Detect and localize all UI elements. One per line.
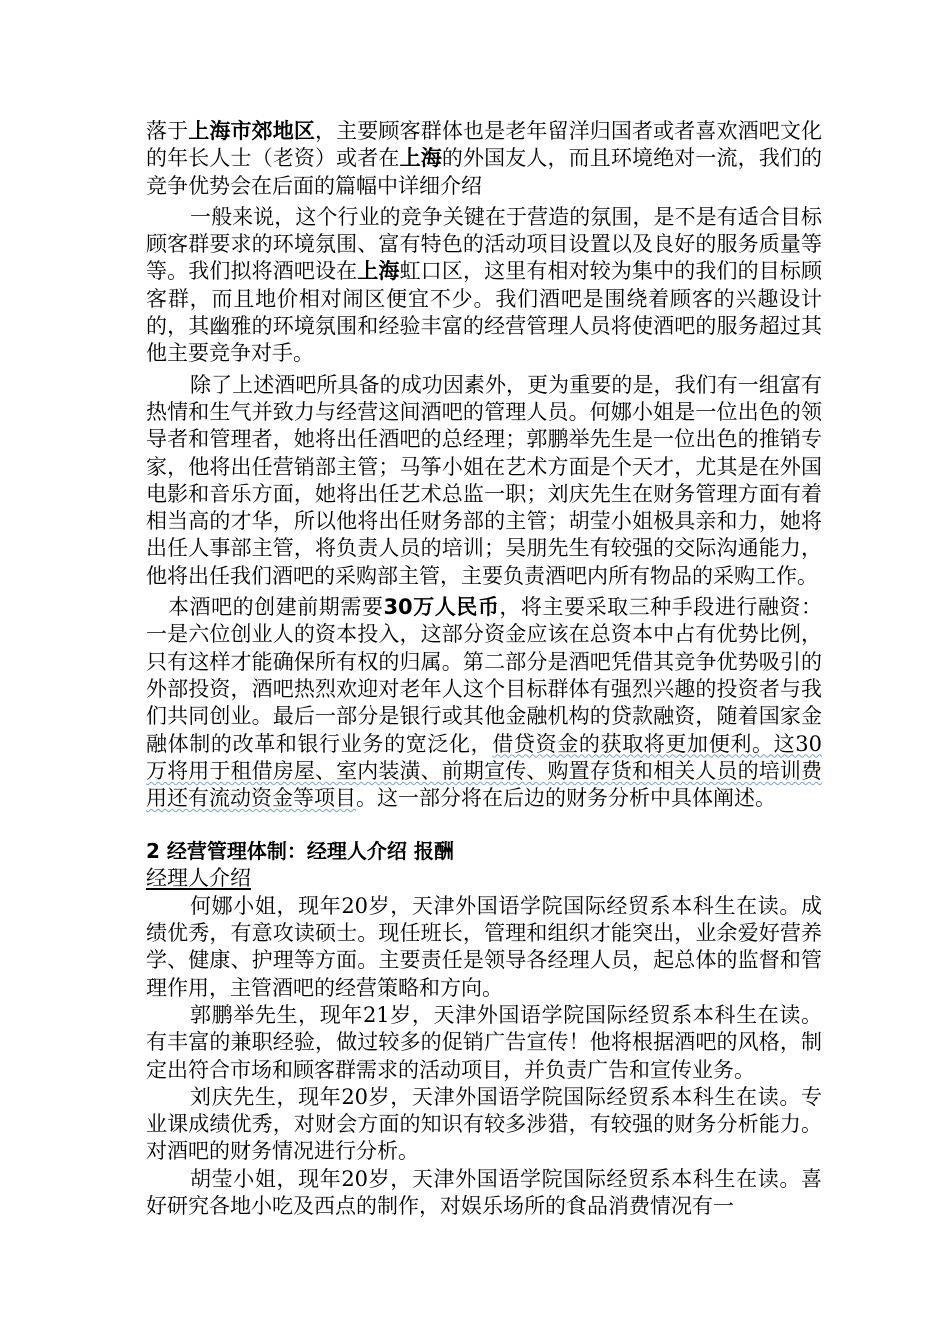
bold-place-name: 上海 <box>357 259 400 284</box>
text: 虹口区，这里有相对较为集中的我们的目标顾客群，而且地价相对闹区便宜不少。我们酒吧是围绕着顾客的兴趣设计的，其幽雅的环境氛围和经验丰富的经营管理人员将使酒吧的服务超过其他主要竞争对手。 <box>146 259 823 366</box>
paragraph-financing <box>146 594 822 812</box>
text: ，主要顾客群体也是老年留洋归国者或者喜欢酒吧文化的年长人士（老资）或者在 <box>146 119 823 171</box>
paragraph-competition <box>146 204 822 368</box>
person-name: 何娜 <box>589 399 632 424</box>
text: 小姐在艺术方面是个天才，尤其是在外国电影和音乐方面，她将出任艺术总监一职； <box>146 454 823 506</box>
person-name: 郭鹏举 <box>526 427 590 452</box>
person-name: 吴朋 <box>505 536 548 561</box>
bold-place-name: 上海市郊地区 <box>188 119 316 143</box>
person-name: 胡莹 <box>568 509 611 534</box>
section-heading: 2 经营管理体制：经理人介绍 报酬 <box>146 839 454 864</box>
person-name: 胡莹 <box>190 1166 234 1191</box>
text: 落于 <box>146 119 189 143</box>
person-name: 郭鹏举 <box>190 1002 255 1027</box>
manager-bio <box>146 1084 822 1166</box>
text: 先生是一位出色的推销专家，他将出任营销部主管； <box>146 427 823 479</box>
text: 先生在财务管理方面有着相当高的才华，所以他将出任财务部的主管； <box>146 481 823 534</box>
bold-place-name: 上海 <box>399 146 442 171</box>
person-name: 刘庆 <box>547 481 590 506</box>
bio-text: 先生，现年21岁，天津外国语学院国际经贸系本科生在读。有丰富的兼职经验，做过较多的促销广告宣传！他将根据酒吧的风格，制定出符合市场和顾客群需求的活动项目，并负责广告和宣传业务。 <box>146 1002 822 1082</box>
text: 的外国友人，而且环境绝对一流，我们的竞争优势会在后面的篇幅中详细介绍 <box>146 146 823 198</box>
paragraph-management-team <box>146 372 822 590</box>
text: 除了上述酒吧所具备的成功因素外，更为重要的是，我们有一组富有热情和生气并致力与经营这间酒吧的管理人员。 <box>146 372 822 424</box>
person-name: 刘庆 <box>190 1084 234 1109</box>
person-name: 马筝 <box>399 454 442 479</box>
text: 小姐极具亲和力，她将出任人事部主管，将负责人员的培训； <box>146 509 823 561</box>
bio-text: 先生，现年20岁，天津外国语学院国际经贸系本科生在读。专业课成绩优秀，对财会方面的知识有较多涉猎，有较强的财务分析能力。对酒吧的财务情况进行分析。 <box>146 1084 822 1164</box>
text: 。这一部分将在后边的财务分析中具体阐述。 <box>356 786 776 811</box>
person-name: 何娜 <box>190 893 234 918</box>
text: 一般来说，这个行业的竞争关键在于营造的氛围，是不是有适合目标顾客群要求的环境氛围、富有特色的活动项目设置以及良好的服务质量等等。我们拟将酒吧设在 <box>146 204 822 284</box>
grammar-flagged-text: 借贷资金的获取将更加便利。这30万将用于租借房屋、室内装潢、前期宣传、购置存货和相关人员的培训费用还有流动资金等项目 <box>146 731 822 811</box>
bold-amount: 30万人民币 <box>383 595 500 620</box>
manager-bio <box>146 1002 822 1084</box>
bio-text: 小姐，现年20岁，天津外国语学院国际经贸系本科生在读。喜好研究各地小吃及西点的制作，对娱乐场所的食品消费情况有一 <box>146 1166 822 1218</box>
text: 本酒吧的创建前期需要 <box>168 595 384 620</box>
manager-bio <box>146 1166 822 1221</box>
bio-text: 小姐，现年20岁，天津外国语学院国际经贸系本科生在读。成绩优秀，有意攻读硕士。现任班长，管理和组织才能突出，业余爱好营养学、健康、护理等方面。主要责任是领导各经理人员，起总体的监督和管理作用，主管酒吧的经营策略和方向。 <box>146 893 822 1000</box>
document-page <box>146 118 822 1220</box>
text: 先生有较强的交际沟通能力，他将出任我们酒吧的采购部主管，主要负责酒吧内所有物品的采购工作。 <box>146 536 823 588</box>
manager-bio <box>146 893 822 1002</box>
text: ，将主要采取三种手段进行融资：一是六位创业人的资本投入，这部分资金应该在总资本中占有优势比例，只有这样才能确保所有权的归属。第二部分是酒吧凭借其竞争优势吸引的外部投资，酒吧热烈欢迎对老年人这个目标群体有强烈兴趣的投资者与我们共同创业。最后一部分是银行或其他金融机构的贷款融资，随着国家金融体制的改革和银行业务的宽泛化， <box>146 595 823 756</box>
text: 小姐是一位出色的领导者和管理者，她将出任酒吧的总经理； <box>146 399 823 452</box>
paragraph-location <box>146 118 822 200</box>
subsection-heading: 经理人介绍 <box>146 866 251 891</box>
